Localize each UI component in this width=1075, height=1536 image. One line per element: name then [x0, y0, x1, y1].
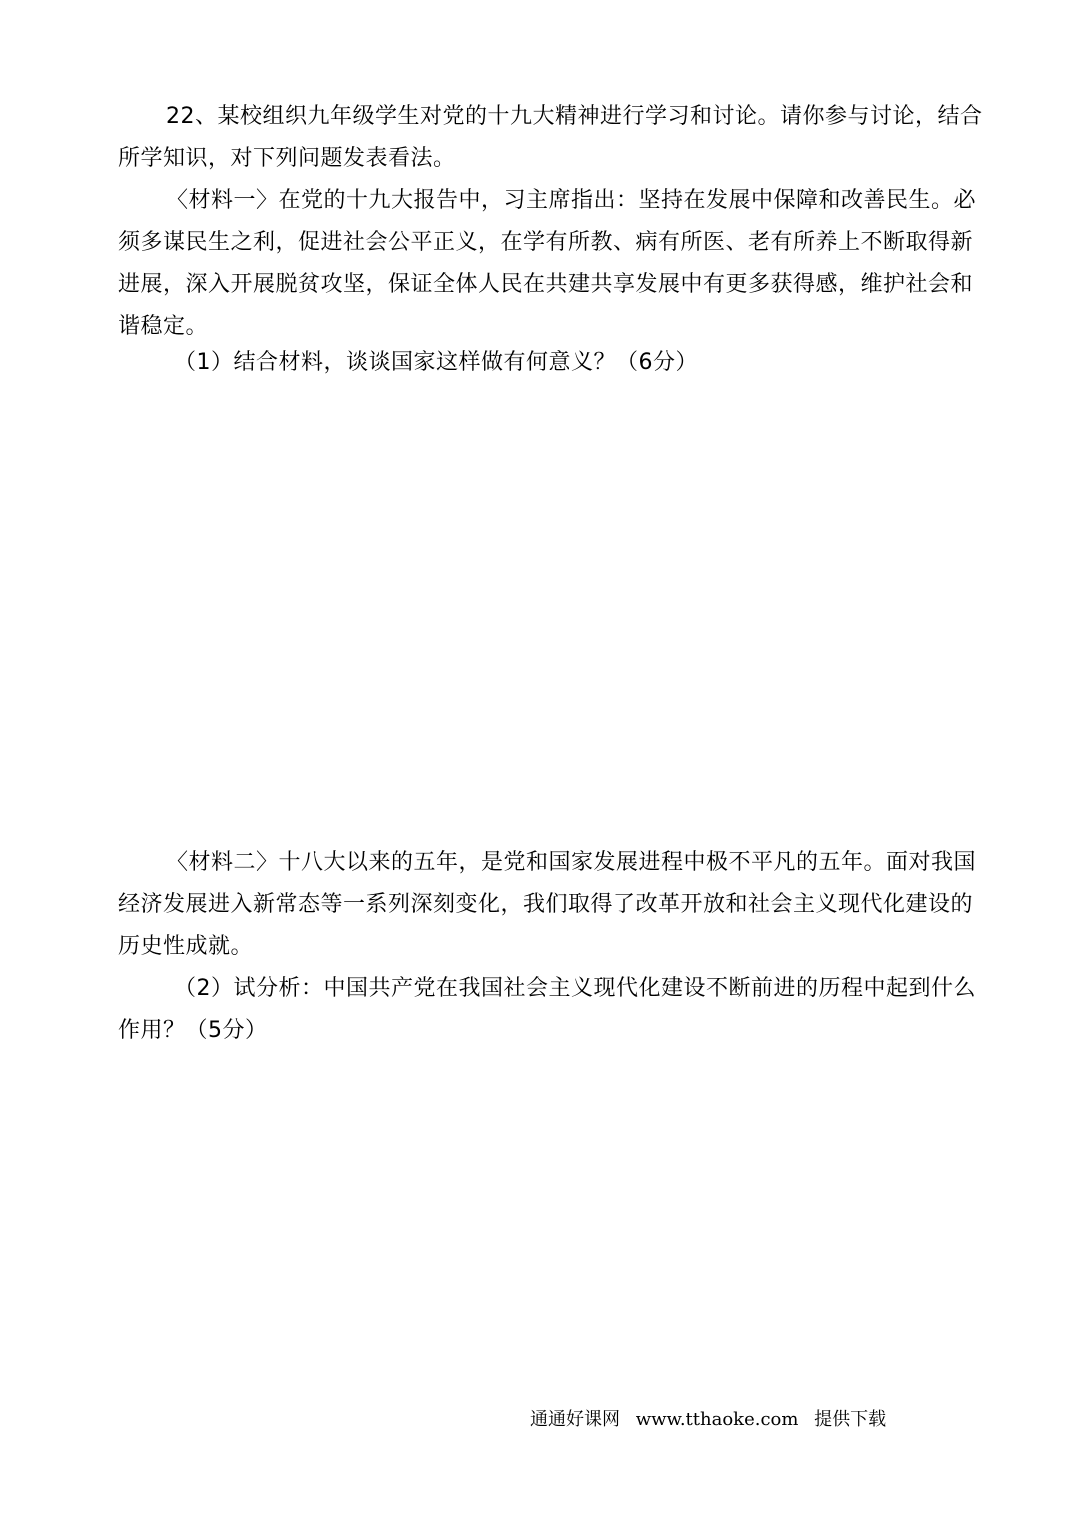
footer-download-text: 提供下载: [814, 1409, 887, 1430]
footer-site-name: 通通好课网: [530, 1409, 620, 1430]
question-two: （2）试分析：中国共产党在我国社会主义现代化建设不断前进的历程中起到什么作用？（5分）: [118, 976, 976, 1043]
footer: [530, 1408, 886, 1432]
question-intro: 22、某校组织九年级学生对党的十九大精神进行学习和讨论。请你参与讨论，结合所学知识，对下列问题发表看法。: [118, 104, 983, 171]
footer-url-link[interactable]: www.tthaoke.com: [635, 1409, 799, 1430]
material-one: 〈材料一〉在党的十九大报告中，习主席指出：坚持在发展中保障和改善民生。必须多谋民生之利，促进社会公平正义，在学有所教、病有所医、老有所养上不断取得新进展，深入开展脱贫攻坚，保证全体人民在共建共享发展中有更多获得感，维护社会和谐稳定。: [118, 188, 977, 339]
material-two: 〈材料二〉十八大以来的五年，是党和国家发展进程中极不平凡的五年。面对我国经济发展进入新常态等一系列深刻变化，我们取得了改革开放和社会主义现代化建设的历史性成就。: [118, 850, 977, 959]
question-one: （1）结合材料，谈谈国家这样做有何意义？（6分）: [174, 350, 698, 375]
